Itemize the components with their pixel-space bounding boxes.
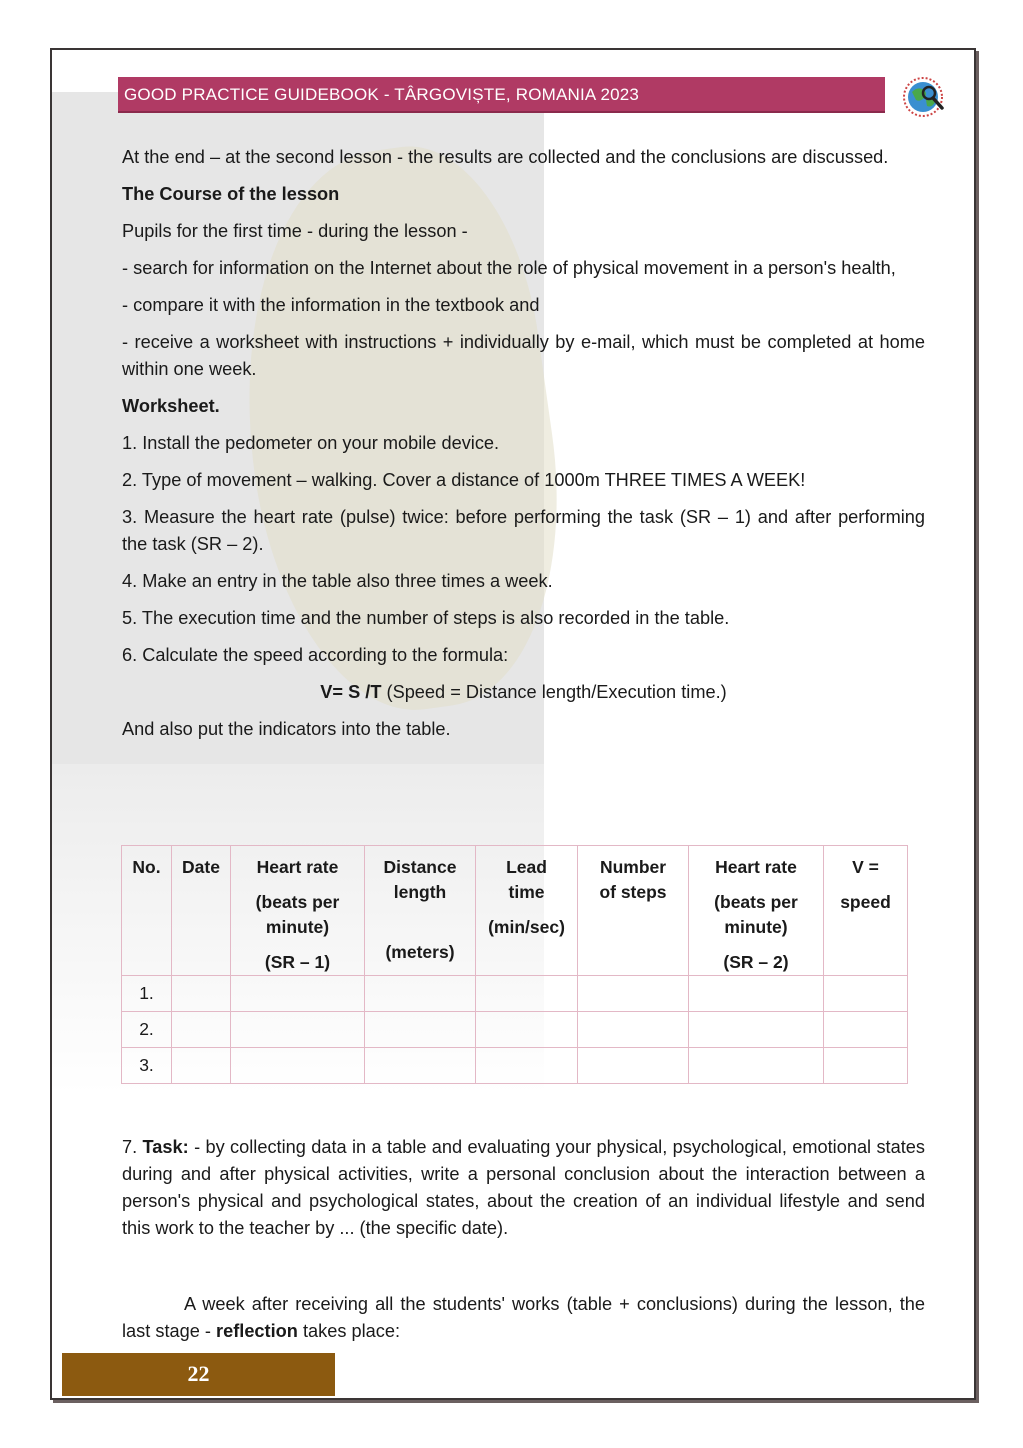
paragraph-compare: - compare it with the information in the textbook and bbox=[122, 295, 540, 315]
table-cell bbox=[231, 976, 365, 1012]
table-cell bbox=[365, 1012, 476, 1048]
paragraph-indicators: And also put the indicators into the table. bbox=[122, 719, 451, 739]
globe-magnifier-icon bbox=[902, 76, 946, 120]
paragraph-receive: - receive a worksheet with instructions + individually by e-mail, which must be completed at home within one week. bbox=[122, 332, 925, 379]
table-cell bbox=[824, 1012, 908, 1048]
header-date: Date bbox=[172, 846, 231, 976]
worksheet-step: 1. Install the pedometer on your mobile device. bbox=[122, 433, 500, 453]
table-cell bbox=[365, 976, 476, 1012]
table-cell bbox=[476, 976, 578, 1012]
worksheet-step: 5. The execution time and the number of steps is also recorded in the table. bbox=[122, 608, 730, 628]
table-row bbox=[122, 976, 908, 1012]
header-no: No. bbox=[122, 846, 172, 976]
header-number-of-steps: Number of steps bbox=[578, 846, 689, 976]
task-text: - by collecting data in a table and evaluating your physical, psychological, emotional states during and after physical activities, write a personal conclusion about the interaction between a person's physical and psychological states, about the creation of an individual lifestyle and send this work to the teacher by ... (the specific date). bbox=[122, 1137, 925, 1238]
heading-course: The Course of the lesson bbox=[122, 184, 340, 204]
table-cell bbox=[172, 1012, 231, 1048]
page-number: 22 bbox=[187, 1361, 210, 1386]
table-cell bbox=[689, 976, 824, 1012]
header-heart-rate-2: Heart rate (beats per minute) (SR – 2) bbox=[689, 846, 824, 976]
header-distance: Distance length (meters) bbox=[365, 846, 476, 976]
worksheet-step: 2. Type of movement – walking. Cover a distance of 1000m THREE TIMES A WEEK! bbox=[122, 470, 806, 490]
task-paragraph: 7. Task: - by collecting data in a table and evaluating your physical, psychological, emotional states during and after physical activities, write a personal conclusion about the interaction between a person's physical and psychological states, about the creation of an individual lifestyle and send this work to the teacher by ... (the specific date). bbox=[122, 1137, 925, 1238]
worksheet-step: 3. Measure the heart rate (pulse) twice: before performing the task (SR – 1) and after performing the task (SR – 2). bbox=[122, 507, 925, 554]
table-cell bbox=[476, 1048, 578, 1084]
reflection-paragraph: A week after receiving all the students' works (table + conclusions) during the lesson, the last stage - reflection takes place: bbox=[122, 1294, 925, 1341]
worksheet-step: 6. Calculate the speed according to the formula: bbox=[122, 645, 509, 665]
table-cell bbox=[365, 1048, 476, 1084]
table-cell bbox=[578, 1012, 689, 1048]
row-number: 2. bbox=[122, 1012, 172, 1048]
row-number: 1. bbox=[122, 976, 172, 1012]
table-row bbox=[122, 1048, 908, 1084]
header-lead-time: Lead time (min/sec) bbox=[476, 846, 578, 976]
row-number: 3. bbox=[122, 1048, 172, 1084]
worksheet-table bbox=[121, 845, 908, 1084]
paragraph-conclusions: At the end – at the second lesson - the results are collected and the conclusions are discussed. bbox=[122, 147, 889, 167]
paragraph-search: - search for information on the Internet about the role of physical movement in a person's health, bbox=[122, 258, 896, 278]
heading-worksheet: Worksheet. bbox=[122, 396, 220, 416]
footer-bar bbox=[62, 1353, 335, 1396]
table-cell bbox=[231, 1048, 365, 1084]
reflection-keyword: reflection bbox=[216, 1321, 298, 1341]
table-cell bbox=[689, 1048, 824, 1084]
table-cell bbox=[231, 1012, 365, 1048]
formula-explanation: (Speed = Distance length/Execution time.) bbox=[381, 682, 727, 702]
table-cell bbox=[172, 1048, 231, 1084]
formula-expression: V= S /T bbox=[320, 682, 382, 702]
worksheet-step: 4. Make an entry in the table also three times a week. bbox=[122, 571, 553, 591]
speed-formula bbox=[122, 679, 925, 706]
table-cell bbox=[172, 976, 231, 1012]
table-cell bbox=[824, 976, 908, 1012]
table-cell bbox=[578, 976, 689, 1012]
table-row bbox=[122, 1012, 908, 1048]
task-label: Task: bbox=[142, 1137, 189, 1157]
header-bar bbox=[118, 77, 885, 113]
header-speed: V = speed bbox=[824, 846, 908, 976]
table-cell bbox=[476, 1012, 578, 1048]
table-cell bbox=[824, 1048, 908, 1084]
table-cell bbox=[689, 1012, 824, 1048]
paragraph-pupils: Pupils for the first time - during the lesson - bbox=[122, 221, 468, 241]
header-heart-rate-1: Heart rate (beats per minute) (SR – 1) bbox=[231, 846, 365, 976]
table-cell bbox=[578, 1048, 689, 1084]
table-header-row bbox=[122, 846, 908, 976]
main-content bbox=[122, 144, 925, 753]
header-title: GOOD PRACTICE GUIDEBOOK - TÂRGOVIȘTE, ROMANIA 2023 bbox=[124, 85, 640, 104]
